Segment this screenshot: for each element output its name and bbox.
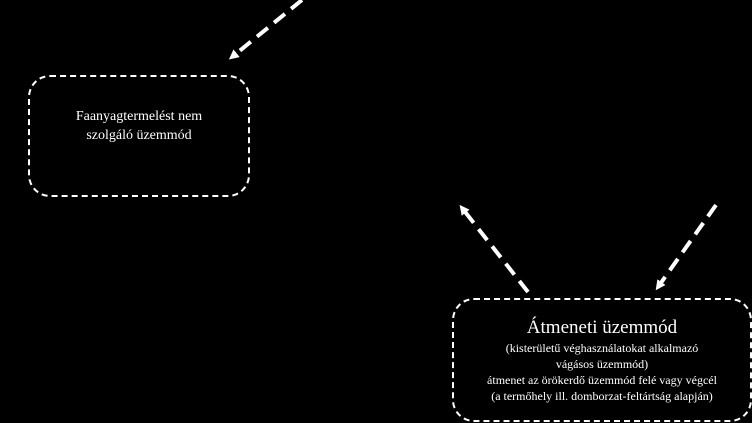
node-left-line-2: szolgáló üzemmód (86, 128, 192, 143)
node-right-title: Átmeneti üzemmód (526, 316, 678, 338)
arrow-upper-right-to-right-node (658, 205, 716, 287)
node-non-timber-mode (28, 75, 250, 197)
node-right-line-1: (kisterületű véghasználatokat alkalmazó (505, 340, 699, 355)
node-transition-mode (452, 298, 752, 422)
arrow-right-node-to-upper-left (462, 208, 528, 292)
node-left-line-1: Faanyagtermelést nem (75, 109, 203, 124)
node-right-line-3: átmenet az örökerdő üzemmód felé vagy végcél (487, 372, 717, 387)
node-right-line-4: (a termőhely ill. domborzat-feltártság alapján) (491, 388, 713, 403)
arrow-top-to-left-node (232, 0, 302, 57)
node-right-line-2: vágásos üzemmód) (555, 356, 649, 371)
